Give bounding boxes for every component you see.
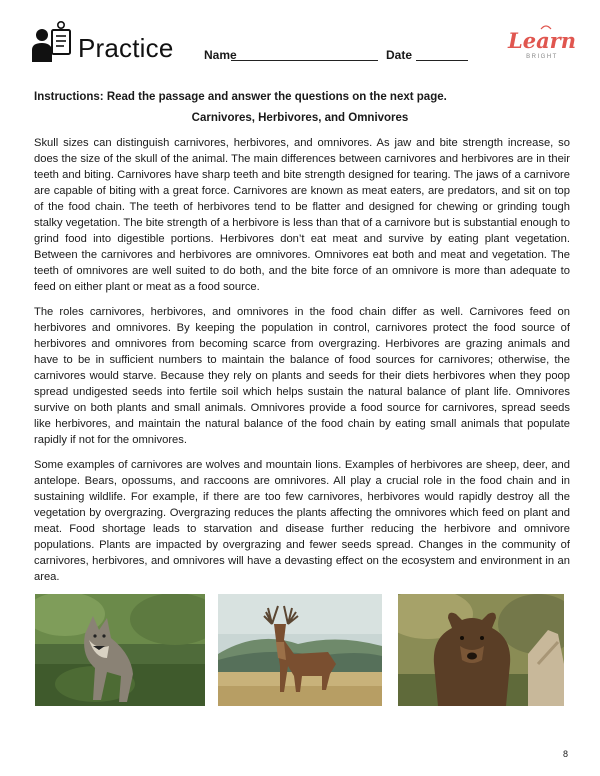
- date-label: Date: [386, 48, 413, 62]
- wolf-photo: [35, 594, 205, 706]
- passage-title: Carnivores, Herbivores, and Omnivores: [191, 112, 409, 124]
- paragraph: Some examples of carnivores are wolves and mountain lions. Examples of herbivores are sheep, deer, and antelope. Bears, opossums, and raccoons are omnivores. All play a crucial role in the food chain and in sustaining wildlife. For example, if there are too few carnivores, herbivores would rapidly destroy all the vegetation by overgrazing. Overgrazing reduces the plants affecting the omnivores which feed on plant and meat. Food shortage leads to starvation and disease further reducing the herbivore and omnivore populations. Plants are impacted by overgrazing and fewer seeds spread. Changes in the community of carnivores, herbivores, and omnivores will have a devasting effect on the ecosystem and environment in an area.: [34, 459, 570, 583]
- passage-body: [34, 135, 570, 594]
- logo-text: Learn: [507, 28, 577, 53]
- page-title: Practice: [78, 33, 174, 63]
- bear-photo: [398, 594, 564, 706]
- logo-subtext: BRIGHT: [526, 54, 558, 60]
- name-label: Name: [204, 48, 237, 62]
- worksheet-header: [0, 0, 600, 80]
- learn-bright-logo: [506, 22, 578, 66]
- instructions: Instructions: Read the passage and answer the questions on the next page.: [34, 91, 447, 103]
- date-blank[interactable]: [416, 60, 468, 61]
- name-blank[interactable]: [231, 60, 378, 61]
- student-worksheet-icon: [30, 20, 72, 64]
- deer-photo: [218, 594, 382, 706]
- paragraph: Skull sizes can distinguish carnivores, herbivores, and omnivores. As jaw and bite strength increase, so does the size of the skull of the animal. The main differences between carnivores and herbivores are in their teeth and biting. Carnivores have sharp teeth and bite strength designed for tearing. The jaws of a carnivore are capable of biting with a great force. Carnivores are known as meat eaters, are predators, and sit on top of the food chain. The teeth of herbivores tend to be flatter and designed for chewing or grinding tough stalky vegetation. The bite strength of a herbivore is less than that of a carnivore but is substantial enough to grind food into digestible portions. Herbivores don’t eat meat and survive by eating plant vegetation. Between the carnivores and herbivores are omnivores. Omnivores eat both and meat and vegetation. The teeth of omnivores are well suited to do both, and the bite force of an omnivore is more than adequate to feed on either plant or meat as a food source.: [34, 137, 570, 293]
- paragraph: The roles carnivores, herbivores, and omnivores in the food chain differ as well. Carnivores feed on herbivores and omnivores. By keeping the population in control, carnivores protect the food source of herbivores and omnivores from becoming scarce from overgrazing. Herbivores are grazing animals and have to be in sufficient numbers to maintain the balance of food sources for carnivores; otherwise, the carnivores would starve. Because they rely on plants and seeds for their diets herbivores when they poop spread undigested seeds into fertile soil which helps sustain the natural balance of plant life. Omnivores survive on both plants and small animals. Omnivores provide a food source for carnivores, spread seeds like herbivores, and maintain the natural balance of the food chain by eating small animals that populate rapidly if not for the omnivores.: [34, 306, 570, 446]
- page-number: 8: [563, 749, 569, 759]
